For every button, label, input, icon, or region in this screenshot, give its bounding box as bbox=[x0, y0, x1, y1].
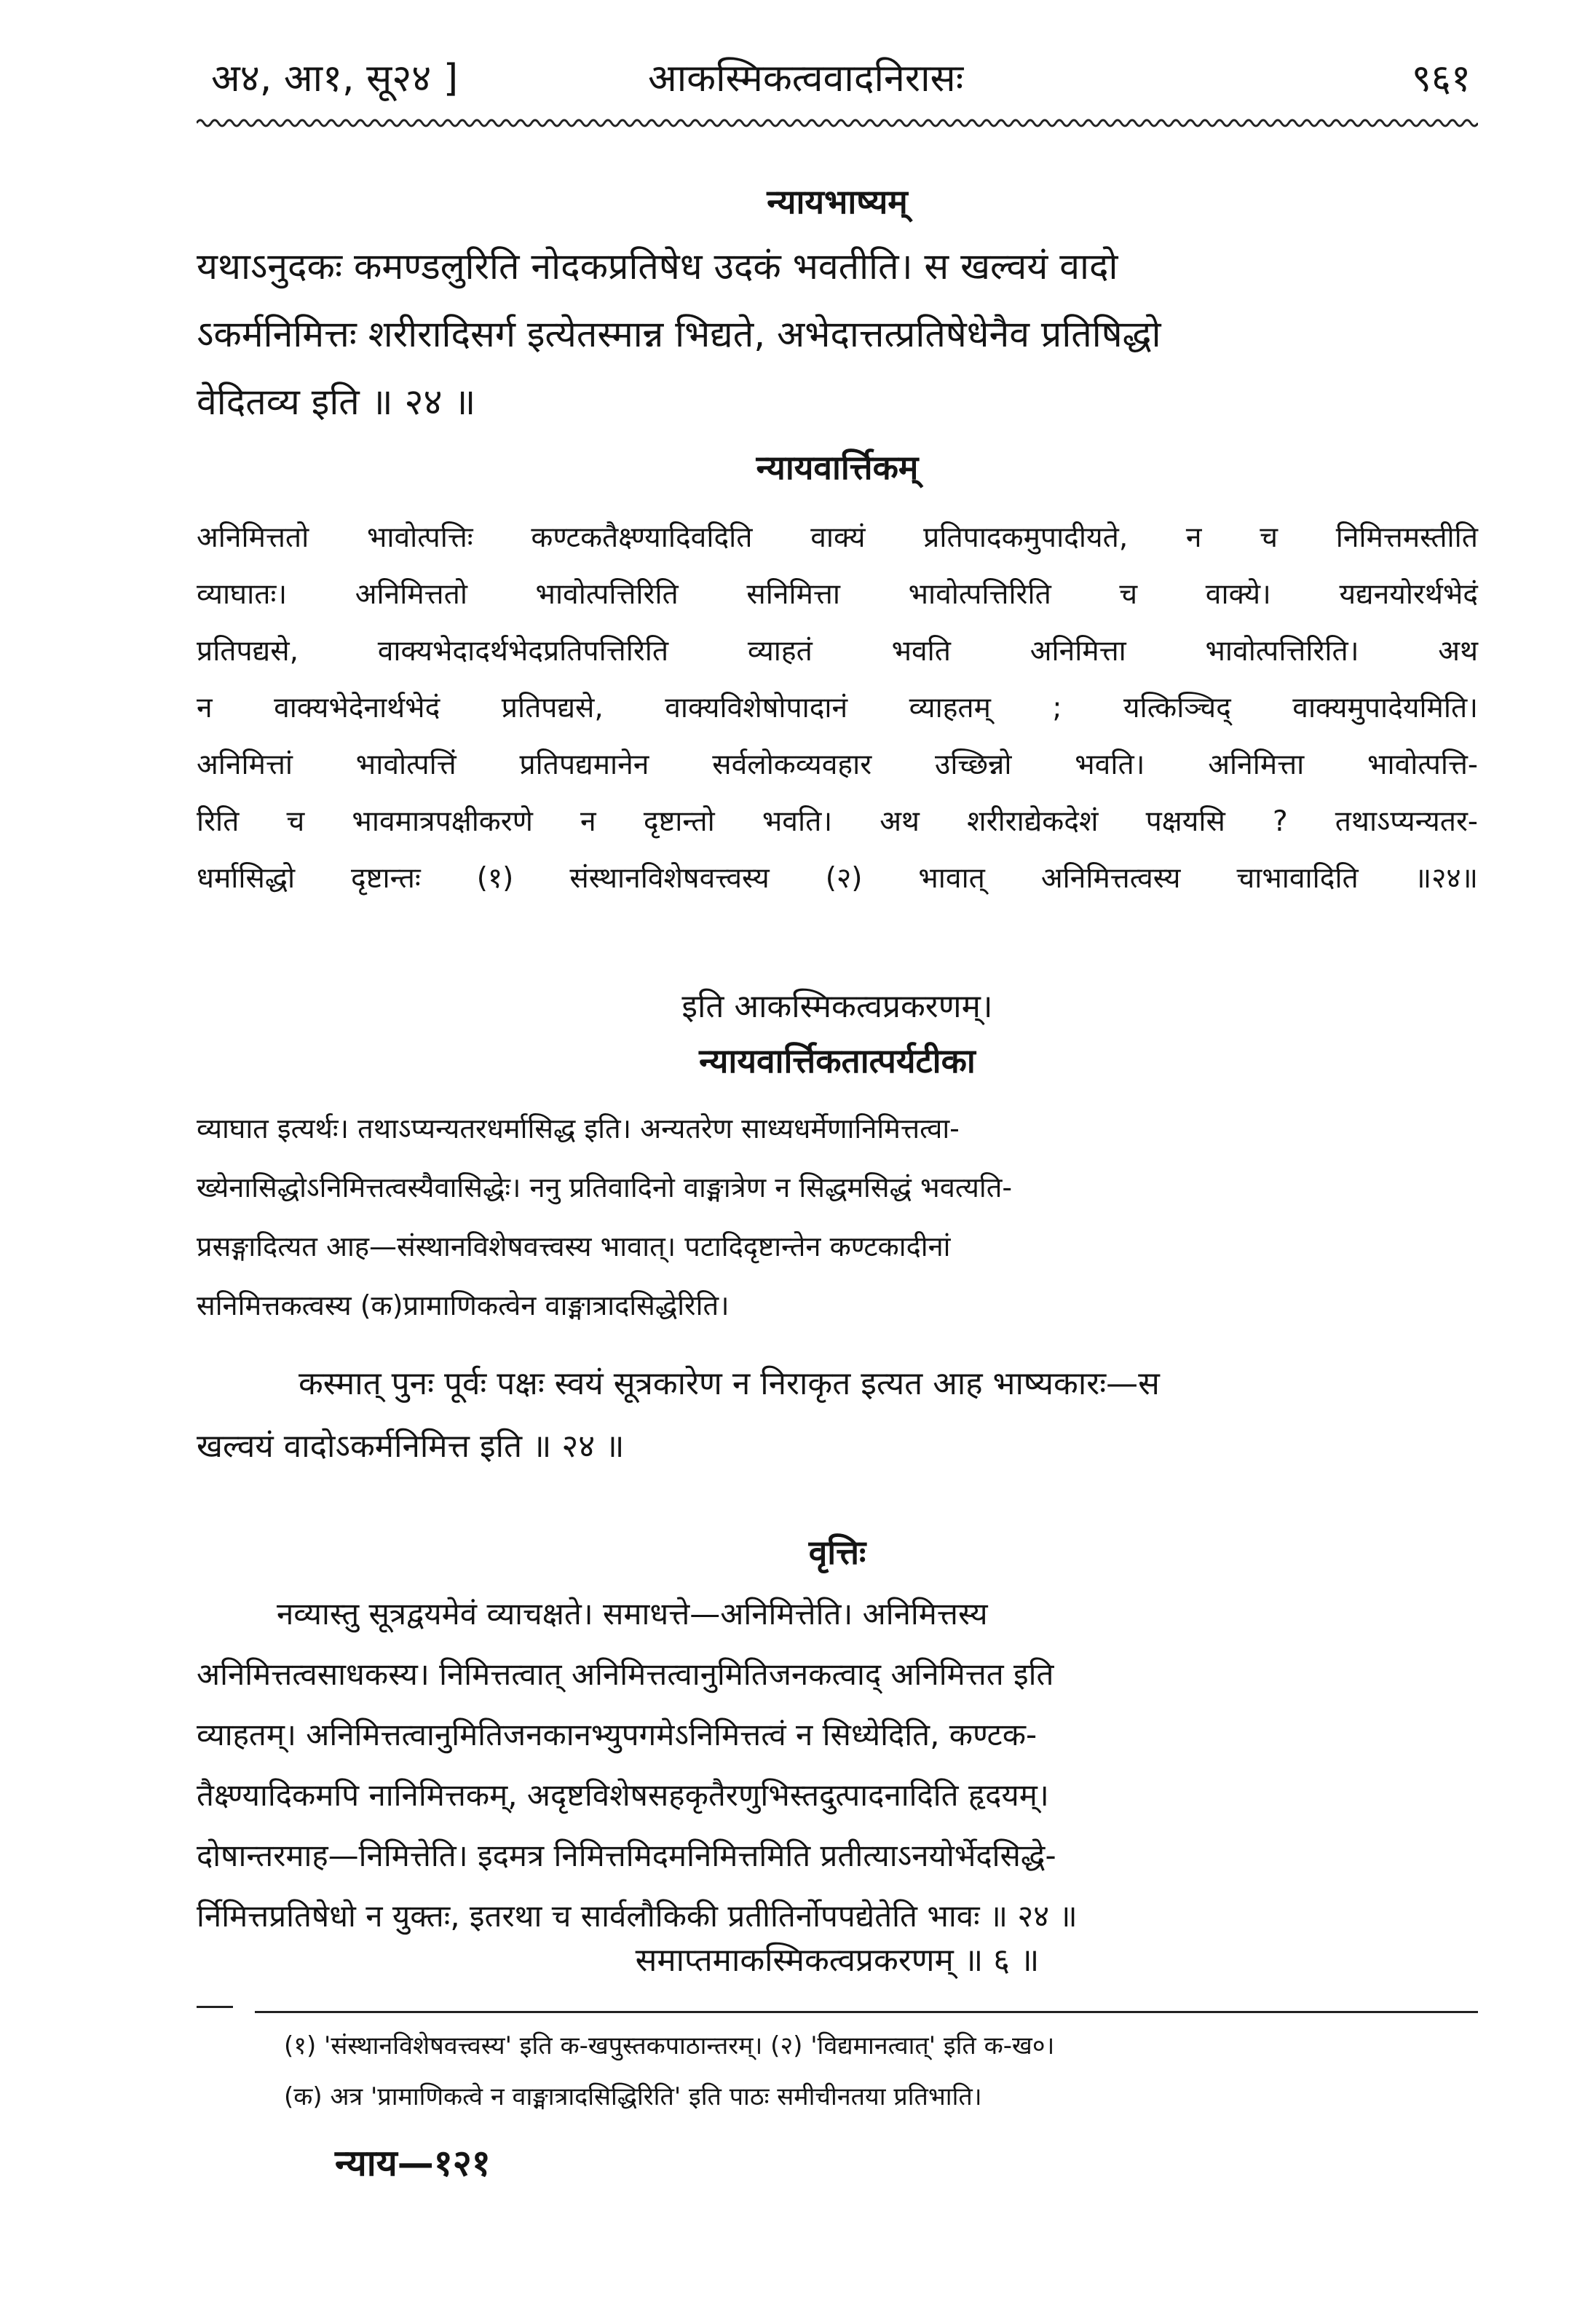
varttika-closing: इति आकस्मिकत्वप्रकरणम्। bbox=[681, 988, 993, 1025]
footnote-1: (१) 'संस्थानविशेषवत्त्वस्य' इति क-खपुस्तकपाठान्तरम्। (२) 'विद्यमानत्वात्' इति क-ख०। bbox=[284, 2031, 1055, 2060]
page bbox=[197, 29, 1478, 2286]
varttika-text: अनिमित्ततो भावोत्पत्तिः कण्टकतैक्ष्ण्यादिवदिति वाक्यं प्रतिपादकमुपादीयते, न च निमित्तमस्तीति व्याघातः। अनिमित्ततो भावोत्पत्तिरिति सनिमित्ता भावोत्पत्तिरिति च वाक्ये। यद्यनयोरर्थभेदं प्रतिपद्यसे, वाक्यभेदादर्थभेदप्रतिपत्तिरिति व्याहतं भवति अनिमित्ता भावोत्पत्तिरिति। अथ न वाक्यभेदेनार्थभेदं प्रतिपद्यसे, वाक्यविशेषोपादानं व्याहतम् ; यत्किञ्चिद् वाक्यमुपादेयमिति। अनिमित्तां भावोत्पत्तिं प्रतिपद्यमानेन सर्वलोकव्यवहार उच्छिन्नो भवति। अनिमित्ता भावोत्पत्ति- रिति च भावमात्रपक्षीकरणे न दृष्टान्तो भवति। अथ शरीराद्येकदेशं पक्षयसि ? तथाऽप्यन्यतर- धर्मासिद्धो दृष्टान्तः (१) संस्थानविशेषवत्त्वस्य (२) भावात् अनिमित्तत्वस्य चाभावादिति ॥२४॥ bbox=[197, 521, 1478, 895]
vritti-closing: समाप्तमाकस्मिकत्वप्रकरणम् ॥ ६ ॥ bbox=[635, 1942, 1040, 1979]
tika-text: व्याघात इत्यर्थः। तथाऽप्यन्यतरधर्मासिद्ध इति। अन्यतरेण साध्यधर्मेणानिमित्तत्वा- ख्येनासिद्धोऽनिमित्तत्वस्यैवासिद्धेः। ननु प्रतिवादिनो वाङ्मात्रेण न सिद्धमसिद्धं भवत्यति- प्रसङ्गादित्यत आह—संस्थानविशेषवत्त्वस्य भावात्। पटादिदृष्टान्तेन कण्टकादीनां सनिमित्तकत्वस्य (क)प्रामाणिकत्वेन वाङ्मात्रादसिद्धेरिति। bbox=[197, 1112, 1013, 1321]
tika-heading: न्यायवार्त्तिकतात्पर्यटीका bbox=[699, 1041, 976, 1080]
page-number: ९६१ bbox=[1411, 57, 1471, 100]
bhashya-text: यथाऽनुदकः कमण्डलुरिति नोदकप्रतिषेध उदकं भवतीति। स खल्वयं वादो ऽकर्मनिमित्तः शरीरादिसर्ग इत्येतस्मान्न भिद्यते, अभेदात्तत्प्रतिषेधेनैव प्रतिषिद्धो वेदितव्य इति ॥ २४ ॥ bbox=[197, 245, 1161, 423]
signature-mark: न्याय—१२१ bbox=[335, 2142, 491, 2184]
tika-text-continued: कस्मात् पुनः पूर्वः पक्षः स्वयं सूत्रकारेण न निराकृत इत्यत आह भाष्यकारः—स खल्वयं वादोऽकर्मनिमित्त इति ॥ २४ ॥ bbox=[197, 1365, 1160, 1465]
footnote-rule bbox=[255, 2011, 1478, 2013]
footnote-rule-left bbox=[197, 2006, 233, 2008]
footnote-2: (क) अत्र 'प्रामाणिकत्वे न वाङ्मात्रादसिद्धिरिति' इति पाठः समीचीनतया प्रतिभाति। bbox=[284, 2082, 982, 2111]
varttika-heading: न्यायवार्त्तिकम् bbox=[756, 448, 919, 487]
running-head bbox=[197, 44, 1478, 109]
bhashya-heading: न्यायभाष्यम् bbox=[767, 182, 908, 221]
wavy-divider bbox=[197, 115, 1478, 131]
chapter-reference: अ४, आ१, सू२४ ] bbox=[211, 57, 459, 100]
running-title: आकस्मिकत्ववादनिरासः bbox=[648, 57, 964, 100]
vritti-heading: वृत्तिः bbox=[808, 1533, 866, 1572]
vritti-text: नव्यास्तु सूत्रद्वयमेवं व्याचक्षते। समाधत्ते—अनिमित्तेति। अनिमित्तस्य अनिमित्तत्वसाधकस्य। निमित्तत्वात् अनिमित्तत्वानुमितिजनकत्वाद् अनिमित्तत इति व्याहतम्। अनिमित्तत्वानुमितिजनकानभ्युपगमेऽनिमित्तत्वं न सिध्येदिति, कण्टक- तैक्ष्ण्यादिकमपि नानिमित्तकम्, अदृष्टविशेषसहकृतैरणुभिस्तदुत्पादनादिति हृदयम्। दोषान्तरमाह—निमित्तेति। इदमत्र निमित्तमिदमनिमित्तमिति प्रतीत्याऽनयोर्भेदसिद्धे- र्निमित्तप्रतिषेधो न युक्तः, इतरथा च सार्वलौकिकी प्रतीतिर्नोपपद्येतेति भावः ॥ २४ ॥ bbox=[197, 1596, 1078, 1934]
